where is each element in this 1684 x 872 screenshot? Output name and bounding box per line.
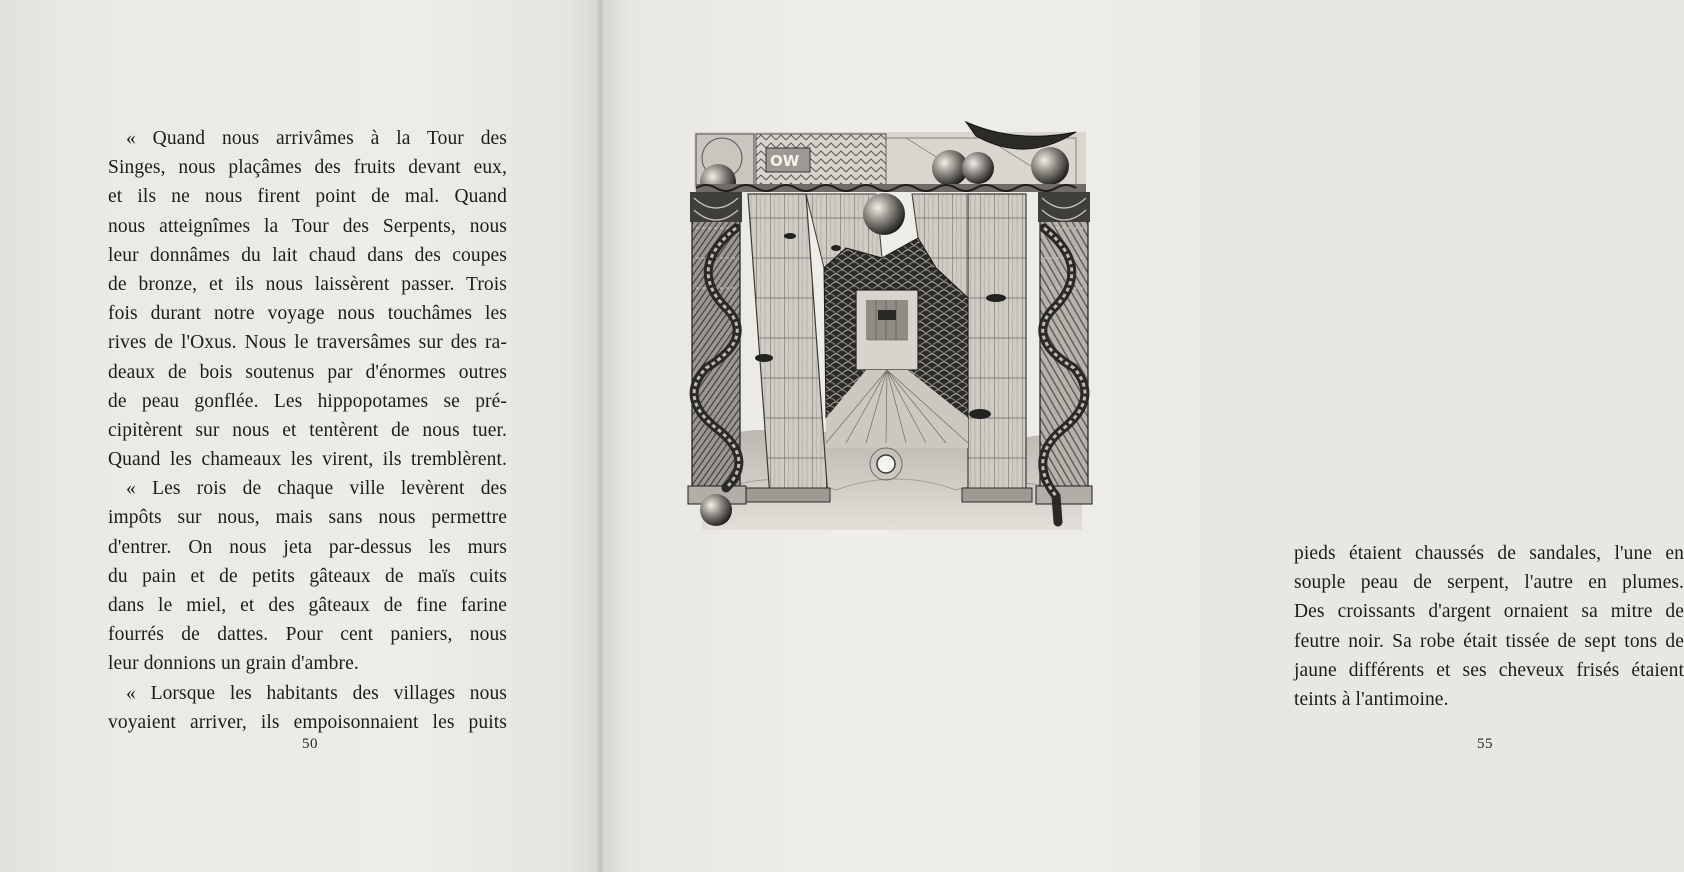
text-line: impôts sur nous, mais sans nous permettre bbox=[108, 507, 507, 529]
sphere-icon bbox=[863, 193, 905, 235]
text-line: jaune différents et ses cheveux frisés étaient bbox=[1294, 659, 1684, 681]
text-line: fois durant notre voyage nous touchâmes les bbox=[108, 303, 507, 325]
text-line: leur donnâmes du lait chaud dans des coupes bbox=[108, 244, 507, 266]
text-line: dans le miel, et des gâteaux de fine farine bbox=[108, 595, 507, 616]
text-line: et ils ne nous firent point de mal. Quand bbox=[108, 186, 507, 208]
text-line: Quand les chameaux les virent, ils tremblèrent. bbox=[108, 449, 507, 471]
text-line: Singes, nous plaçâmes des fruits devant eux, bbox=[108, 157, 507, 179]
text-line: teints à l'antimoine. bbox=[1294, 688, 1449, 710]
text-line: de peau gonflée. Les hippopotames se pré- bbox=[108, 390, 507, 412]
text-line: « Les rois de chaque ville levèrent des bbox=[126, 478, 507, 500]
text-line: leur donnions un grain d'ambre. bbox=[108, 653, 359, 675]
text-line: pieds étaient chaussés de sandales, l'une en bbox=[1294, 543, 1684, 564]
text-line: feutre noir. Sa robe était tissée de sept tons de bbox=[1294, 630, 1684, 652]
book-gutter bbox=[596, 0, 604, 872]
sphere-icon bbox=[700, 494, 732, 526]
text-line: de bronze, et ils nous laissèrent passer. Trois bbox=[108, 273, 507, 295]
text-line: « Lorsque les habitants des villages nous bbox=[126, 682, 507, 704]
left-page-text bbox=[108, 124, 507, 737]
text-line: rives de l'Oxus. Nous le traversâmes sur des ra- bbox=[108, 332, 507, 354]
text-line: cipitèrent sur nous et tentèrent de nous tuer. bbox=[108, 419, 507, 441]
text-line: voyaient arriver, ils empoisonnaient les puits bbox=[108, 711, 507, 733]
page-number-right: 55 bbox=[1477, 736, 1493, 752]
sphere-icon bbox=[962, 152, 994, 184]
text-line: d'entrer. On nous jeta par-dessus les murs bbox=[108, 536, 507, 558]
illustration-label: OW bbox=[770, 152, 800, 170]
text-line: Des croissants d'argent ornaient sa mitre de bbox=[1294, 601, 1684, 623]
page-number-left: 50 bbox=[302, 736, 318, 752]
text-line: deaux de bois soutenus par d'énormes outres bbox=[108, 361, 507, 383]
text-line: souple peau de serpent, l'autre en plumes. bbox=[1294, 572, 1684, 594]
sphere-icon bbox=[1031, 147, 1069, 185]
text-line: fourrés de dattes. Pour cent paniers, nous bbox=[108, 624, 507, 646]
right-page-text bbox=[1294, 539, 1684, 714]
text-line: nous atteignîmes la Tour des Serpents, nous bbox=[108, 215, 507, 237]
text-line: du pain et de petits gâteaux de maïs cuits bbox=[108, 565, 507, 587]
left-page bbox=[0, 0, 600, 872]
text-line: « Quand nous arrivâmes à la Tour des bbox=[126, 128, 507, 149]
engraved-letter-n-illustration bbox=[686, 118, 1094, 532]
